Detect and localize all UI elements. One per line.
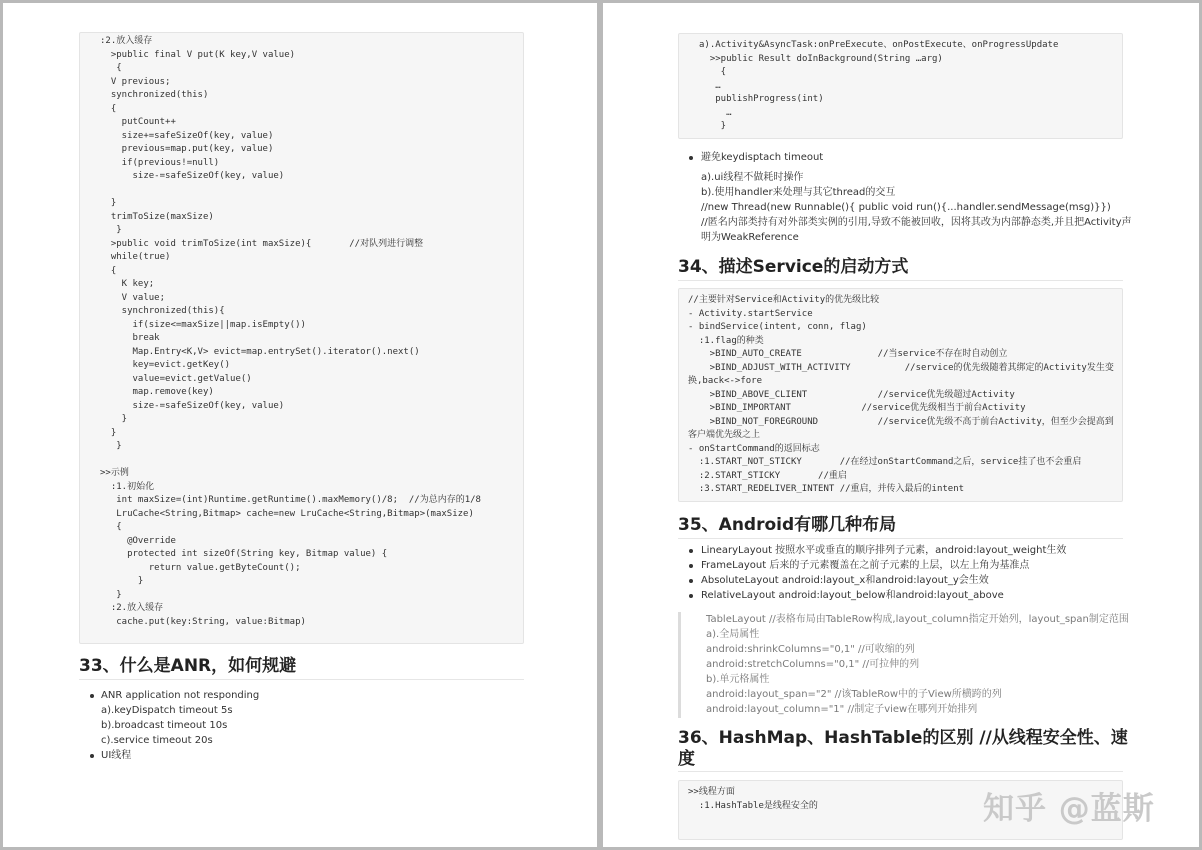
- list-subitem: b).broadcast timeout 10s: [101, 720, 228, 731]
- code-line: >>public Result doInBackground(String …arg): [699, 53, 943, 64]
- code-line: if(size<=maxSize||map.isEmpty()): [100, 319, 306, 330]
- code-line: }: [100, 427, 117, 438]
- layout-item: AbsoluteLayout android:layout_x和android:layout_y会生效: [701, 575, 989, 586]
- heading-34-service: 34、描述Service的启动方式: [678, 257, 909, 277]
- code-line: :2.START_STICKY //重启: [688, 470, 847, 481]
- code-line: int maxSize=(int)Runtime.getRuntime().maxMemory()/8; //为总内存的1/8: [100, 495, 481, 505]
- code-line: synchronized(this): [100, 90, 209, 100]
- code-line: {: [100, 522, 122, 532]
- list-subitem: a).keyDispatch timeout 5s: [101, 705, 233, 716]
- code-line: LruCache<String,Bitmap> cache=new LruCache<String,Bitmap>(maxSize): [100, 508, 474, 519]
- code-line: }: [699, 121, 727, 131]
- code-line: size-=safeSizeOf(key, value): [100, 400, 285, 411]
- code-line: }: [100, 589, 122, 600]
- code-line: - onStartCommand的返回标志: [688, 443, 820, 454]
- code-line: }: [100, 441, 122, 451]
- zhihu-watermark: 知乎 @蓝斯: [983, 791, 1155, 827]
- code-line: …: [699, 107, 732, 118]
- code-line: }: [100, 198, 117, 208]
- code-line: >BIND_ADJUST_WITH_ACTIVITY //service的优先级随着其绑定的Activity发生变: [688, 362, 1114, 373]
- code-line: >>示例: [100, 468, 129, 478]
- right-page: [603, 3, 1199, 847]
- code-line: value=evict.getValue(): [100, 373, 252, 384]
- layout-item: RelativeLayout android:layout_below和android:layout_above: [701, 590, 1004, 601]
- code-line: //主要针对Service和Activity的优先级比较: [688, 295, 880, 305]
- code-line: trimToSize(maxSize): [100, 211, 214, 222]
- heading-36-hashmap-cont: 度: [678, 749, 695, 769]
- code-line: {: [100, 63, 122, 73]
- code-line: break: [100, 333, 160, 343]
- code-block-service-start: [678, 288, 1123, 502]
- code-line: >BIND_ABOVE_CLIENT //service优先级超过Activity: [688, 389, 1015, 400]
- code-line: cache.put(key:String, value:Bitmap): [100, 616, 306, 627]
- quote-line: android:layout_column="1" //制定子view在哪列开始排列: [706, 704, 978, 715]
- heading-33-anr: 33、什么是ANR，如何规避: [79, 656, 297, 676]
- code-line: putCount++: [100, 117, 176, 127]
- avoid-detail-line: //匿名内部类持有对外部类实例的引用,导致不能被回收，因将其改为内部静态类,并且把Activity声: [701, 217, 1132, 228]
- bullet-dot: [689, 579, 693, 583]
- code-line: >>线程方面: [688, 787, 735, 797]
- code-line: - Activity.startService: [688, 308, 813, 319]
- avoid-keydispatch-item: 避免keydisptach timeout: [701, 152, 824, 163]
- code-line: :1.HashTable是线程安全的: [688, 800, 818, 811]
- code-line: >BIND_NOT_FOREGROUND //service优先级不高于前台Activity，但至少会提高到: [688, 416, 1114, 427]
- code-line: key=evict.getKey(): [100, 360, 231, 370]
- code-line: :1.初始化: [100, 481, 155, 492]
- code-block-asynctask: [678, 33, 1123, 139]
- avoid-detail-line: a).ui线程不做耗时操作: [701, 172, 804, 183]
- code-line: >public final V put(K key,V value): [100, 49, 296, 60]
- avoid-detail-line: b).使用handler来处理与其它thread的交互: [701, 187, 896, 198]
- code-line: :1.START_NOT_STICKY //在经过onStartCommand之后，service挂了也不会重启: [688, 457, 1082, 467]
- code-line: :1.flag的种类: [688, 335, 764, 346]
- code-line: :2.放入缓存: [100, 36, 153, 46]
- table-layout-quote-bar: [678, 612, 681, 718]
- code-block-lru-cache: [79, 32, 524, 644]
- code-line: {: [699, 67, 727, 77]
- layout-item: LinearyLayout 按照水平或垂直的顺序排列子元素，android:layout_weight生效: [701, 545, 1067, 556]
- bullet-dot: [689, 156, 693, 160]
- code-line: >BIND_AUTO_CREATE //当service不存在时自动创立: [688, 349, 1008, 359]
- code-line: >BIND_IMPORTANT //service优先级相当于前台Activity: [688, 403, 1026, 413]
- heading-35-rule: [678, 538, 1123, 539]
- code-line: map.remove(key): [100, 387, 214, 397]
- code-line: …: [699, 80, 721, 91]
- code-line: @Override: [100, 535, 176, 546]
- heading-33-rule: [79, 679, 524, 680]
- bullet-dot: [689, 594, 693, 598]
- code-line: while(true): [100, 252, 171, 262]
- code-line: }: [100, 225, 122, 235]
- code-line: a).Activity&AsyncTask:onPreExecute、onPostExecute、onProgressUpdate: [699, 40, 1059, 50]
- bullet-dot: [689, 549, 693, 553]
- code-line: :3.START_REDELIVER_INTENT //重启，并传入最后的intent: [688, 484, 965, 494]
- code-line: }: [100, 414, 128, 424]
- heading-36-rule: [678, 771, 1123, 772]
- quote-line: android:shrinkColumns="0,1" //可收缩的列: [706, 644, 915, 655]
- code-line: synchronized(this){: [100, 306, 225, 316]
- avoid-detail-line: 明为WeakReference: [701, 232, 799, 243]
- code-line: V previous;: [100, 76, 171, 87]
- code-line: publishProgress(int): [699, 94, 824, 104]
- quote-line: b).单元格属性: [706, 674, 770, 685]
- code-line: previous=map.put(key, value): [100, 144, 274, 154]
- code-line: size+=safeSizeOf(key, value): [100, 130, 274, 141]
- quote-line: TableLayout //表格布局由TableRow构成,layout_column指定开始列，layout_span制定范围: [706, 614, 1129, 625]
- code-line: protected int sizeOf(String key, Bitmap value) {: [100, 549, 388, 559]
- layout-item: FrameLayout 后来的子元素覆盖在之前子元素的上层，以左上角为基准点: [701, 560, 1030, 571]
- list-subitem: c).service timeout 20s: [101, 735, 213, 746]
- list-item: ANR application not responding: [101, 690, 260, 701]
- heading-36-hashmap: 36、HashMap、HashTable的区别 //从线程安全性、速: [678, 728, 1128, 748]
- code-line: 客户端优先级之上: [688, 430, 761, 440]
- code-line: Map.Entry<K,V> evict=map.entrySet().iterator().next(): [100, 346, 420, 357]
- heading-35-layouts: 35、Android有哪几种布局: [678, 515, 897, 535]
- code-line: >public void trimToSize(int maxSize){ //对队列进行调整: [100, 238, 424, 249]
- code-line: if(previous!=null): [100, 157, 220, 168]
- heading-34-rule: [678, 280, 1123, 281]
- left-page: [3, 3, 597, 847]
- avoid-detail-line: //new Thread(new Runnable(){ public void run(){...handler.sendMessage(msg)}}): [701, 202, 1111, 213]
- code-line: K key;: [100, 279, 155, 289]
- quote-line: android:stretchColumns="0,1" //可拉伸的列: [706, 659, 920, 670]
- list-item: UI线程: [101, 750, 132, 761]
- quote-line: a).全局属性: [706, 629, 760, 640]
- code-line: {: [100, 103, 117, 114]
- code-line: return value.getByteCount();: [100, 562, 301, 573]
- code-line: 换,back<->fore: [688, 376, 763, 386]
- code-line: :2.放入缓存: [100, 603, 164, 613]
- code-line: - bindService(intent, conn, flag): [688, 322, 867, 332]
- code-line: {: [100, 265, 117, 276]
- quote-line: android:layout_span="2" //该TableRow中的子View所横跨的列: [706, 689, 1002, 700]
- code-line: V value;: [100, 292, 166, 303]
- bullet-dot: [90, 694, 94, 698]
- code-line: }: [100, 576, 144, 586]
- bullet-dot: [90, 754, 94, 758]
- bullet-dot: [689, 564, 693, 568]
- code-line: size-=safeSizeOf(key, value): [100, 171, 285, 181]
